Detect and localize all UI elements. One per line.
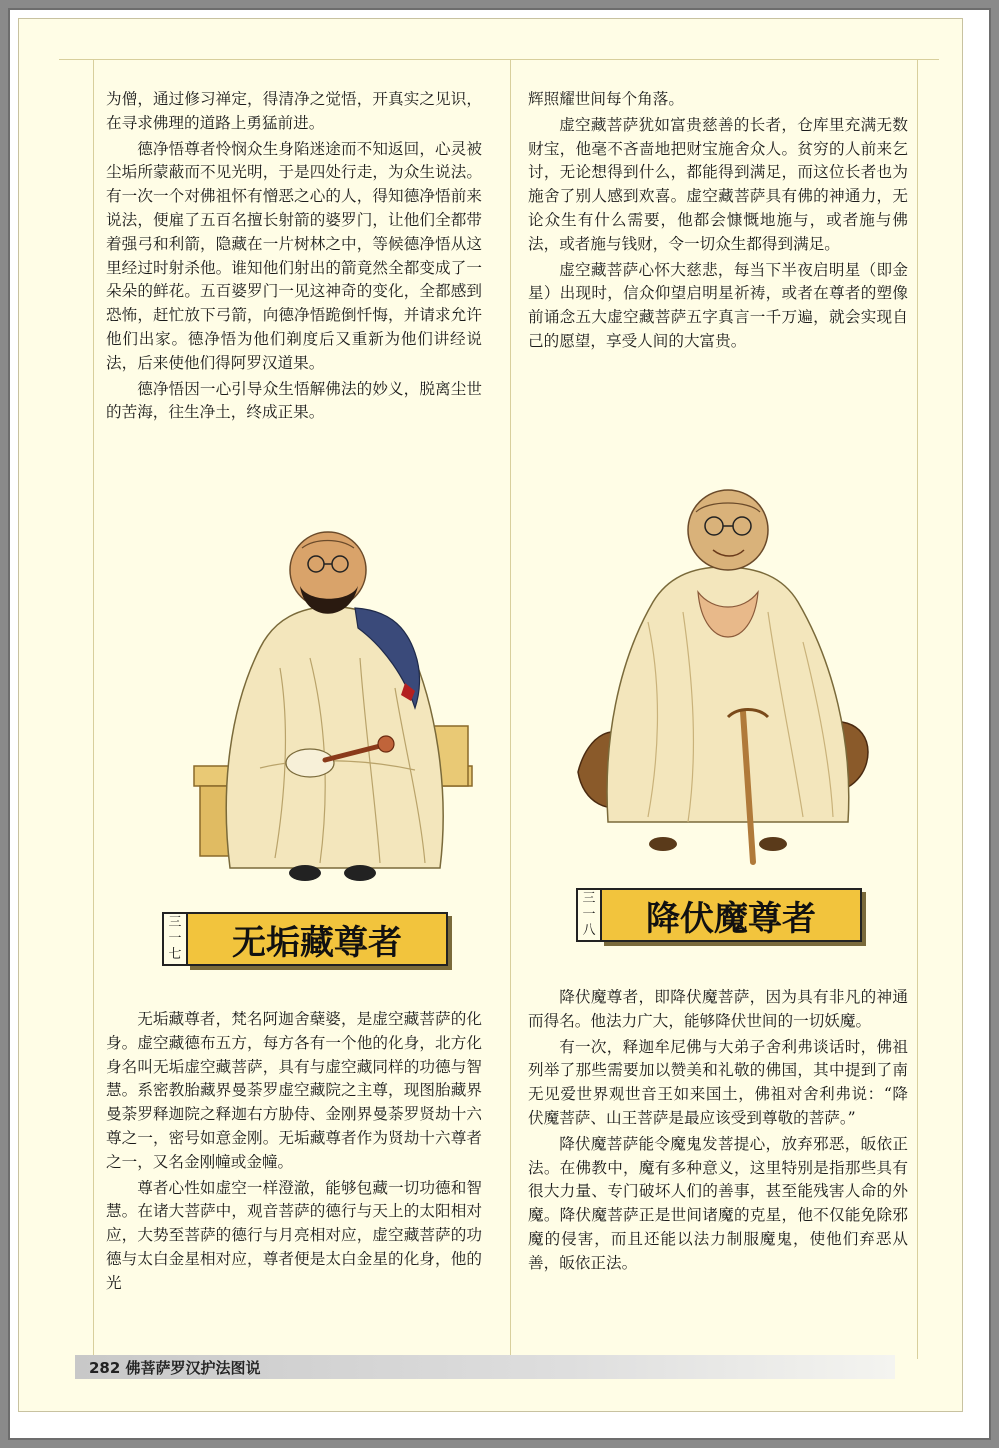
- left-column-body: [106, 1008, 482, 1298]
- right-paragraph-1: 辉照耀世间每个角落。: [528, 90, 684, 108]
- section-number-317: [162, 912, 186, 966]
- right-column-body: [528, 986, 908, 1278]
- wugouzang-illustration: [190, 508, 480, 898]
- section-number-317-digit-1: 三: [168, 915, 182, 930]
- left-paragraph-3: 德净悟因一心引导众生悟解佛法的妙义，脱离尘世的苦海，往生净土，终成正果。: [106, 379, 482, 422]
- footer-page-label: 282 佛菩萨罗汉护法图说: [89, 1358, 261, 1377]
- section-title-label-318: [600, 888, 862, 942]
- section-number-318-digit-2: 一: [582, 907, 596, 922]
- guide-line-left: [93, 59, 94, 1359]
- left-paragraph-2: 德净悟尊者怜悯众生身陷迷途而不知返回，心灵被尘垢所蒙蔽而不见光明，于是四处行走，为众生说法。有一次一个对佛祖怀有憎恶之心的人，得知德净悟前来说法，便雇了五百名擅长射箭的婆罗门，让他们全都带着强弓和利箭，隐藏在一片树林之中，等候德净悟从这里经过时射杀他。谁知他们射出的箭竟然全都变成了一朵朵的鲜花。五百婆罗门一见这神奇的变化，全都感到恐怖，赶忙放下弓箭，向德净悟跪倒忏悔，并请求允许他们出家。德净悟为他们剃度后又重新为他们讲经说法，后来使他们得阿罗汉道果。: [106, 139, 482, 372]
- section-number-317-digit-3: 七: [168, 947, 182, 962]
- right-paragraph-2: 虚空藏菩萨犹如富贵慈善的长者，仓库里充满无数财宝，他毫不吝啬地把财宝施舍众人。贫穷的人前来乞讨，无论想得到什么，都能得到满足，而这位长者也为施舍了别人感到欢喜。虚空藏菩萨具有佛的神通力，无论众生有什么需要，他都会慷慨地施与，或者施与佛法，或者施与钱财，令一切众生都得到满足。: [528, 115, 908, 253]
- section-number-318: [576, 888, 600, 942]
- section-number-318-digit-3: 八: [582, 923, 596, 938]
- section-title-317: [162, 912, 448, 966]
- guide-line-center: [510, 59, 511, 1359]
- section-title-text-318: 降伏魔尊者: [646, 898, 816, 939]
- guide-line-right: [917, 59, 918, 1359]
- right-body-paragraph-3: 降伏魔菩萨能令魔鬼发菩提心，放弃邪恶，皈依正法。在佛教中，魔有多种意义，这里特别是指那些具有很大力量、专门破坏人们的善事，甚至能残害人命的外魔。降伏魔菩萨正是世间诸魔的克星，他不仅能免除邪魔的侵害，而且还能以法力制服魔鬼，使他们弃恶从善，皈依正法。: [528, 1134, 908, 1272]
- right-body-paragraph-1: 降伏魔尊者，即降伏魔菩萨，因为具有非凡的神通而得名。他法力广大，能够降伏世间的一切妖魔。: [528, 988, 908, 1030]
- right-body-paragraph-2: 有一次，释迦牟尼佛与大弟子舍利弗谈话时，佛祖列举了那些需要加以赞美和礼敬的佛国，其中提到了南无见爱世界观世音王如来国土，佛祖对舍利弗说：“降伏魔菩萨、山王菩萨是最应该受到尊敬的菩萨。”: [528, 1037, 908, 1127]
- left-body-paragraph-2: 尊者心性如虚空一样澄澈，能够包藏一切功德和智慧。在诸大菩萨中，观音菩萨的德行与天上的太阳相对应，大势至菩萨的德行与月亮相对应，虚空藏菩萨的功德与太白金星相对应，尊者便是太白金星的化身，他的光: [106, 1178, 482, 1292]
- right-paragraph-3: 虚空藏菩萨心怀大慈悲，每当下半夜启明星（即金星）出现时，信众仰望启明星祈祷，或者在尊者的塑像前诵念五大虚空藏菩萨五字真言一千万遍，就会实现自己的愿望，享受人间的大富贵。: [528, 260, 908, 350]
- guide-line-top: [59, 59, 939, 60]
- section-number-317-digit-2: 一: [168, 931, 182, 946]
- section-title-text-317: 无垢藏尊者: [232, 922, 402, 963]
- left-paragraph-1: 为僧，通过修习禅定，得清净之觉悟，开真实之见识，在寻求佛理的道路上勇猛前进。: [106, 90, 482, 132]
- section-title-label-317: [186, 912, 448, 966]
- section-number-318-digit-1: 三: [582, 891, 596, 906]
- right-column-intro: [528, 88, 908, 356]
- section-title-318: [576, 888, 862, 942]
- left-column-intro: [106, 88, 482, 427]
- page-footer: [75, 1355, 895, 1379]
- xiangfumo-illustration: [568, 472, 878, 872]
- left-body-paragraph-1: 无垢藏尊者，梵名阿迦舍蘖婆，是虚空藏菩萨的化身。虚空藏德布五方，每方各有一个他的化身，北方化身名叫无垢虚空藏菩萨，具有与虚空藏同样的功德与智慧。系密教胎藏界曼荼罗虚空藏院之主尊，现图胎藏界曼荼罗释迦院之释迦右方胁侍、金刚界曼荼罗贤劫十六尊之一，密号如意金刚。无垢藏尊者作为贤劫十六尊者之一，又名金刚幢或金幢。: [106, 1010, 482, 1171]
